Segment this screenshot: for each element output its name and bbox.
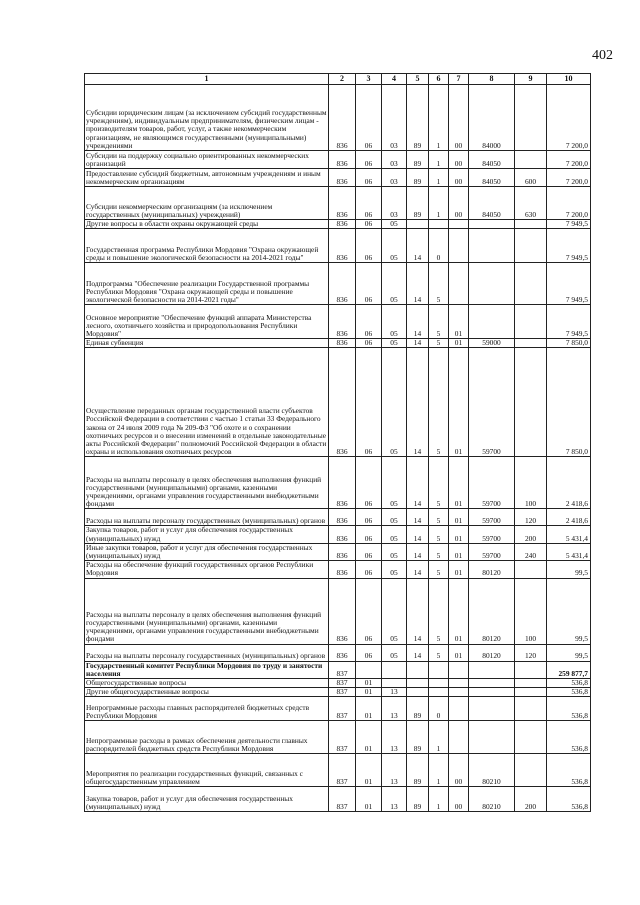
- cell-subsection: 05: [382, 526, 407, 543]
- cell-program: 89: [407, 787, 429, 812]
- cell-expense-type: [515, 151, 547, 169]
- cell-expense-type: 630: [515, 187, 547, 220]
- cell-subsection: 13: [382, 787, 407, 812]
- cell-program: 14: [407, 263, 429, 305]
- cell-activity: [449, 229, 469, 263]
- table-row: [85, 229, 591, 263]
- cell-amount: 536,8: [547, 679, 591, 688]
- cell-program: 14: [407, 305, 429, 339]
- table-row: [85, 151, 591, 169]
- cell-subprogram: 5: [429, 526, 449, 543]
- cell-expense-type: [515, 754, 547, 787]
- row-name: Мероприятия по реализации государственных функций, связанных с общегосударственным управлением: [85, 754, 329, 787]
- table-row: [85, 339, 591, 348]
- cell-expense-type: 100: [515, 578, 547, 644]
- cell-direction: [469, 721, 515, 754]
- cell-section: 06: [356, 543, 382, 560]
- col-header: 6: [429, 74, 449, 85]
- cell-activity: 00: [449, 85, 469, 151]
- cell-section: 06: [356, 509, 382, 526]
- cell-expense-type: [515, 679, 547, 688]
- cell-direction: [469, 679, 515, 688]
- cell-program: 89: [407, 187, 429, 220]
- cell-expense-type: 240: [515, 543, 547, 560]
- cell-section: 06: [356, 561, 382, 578]
- row-name: Закупка товаров, работ и услуг для обеспечения государственных (муниципальных) нужд: [85, 787, 329, 812]
- row-name: Непрограммные расходы главных распорядителей бюджетных средств Республики Мордовия: [85, 697, 329, 721]
- cell-ministry-code: 836: [329, 578, 356, 644]
- cell-subprogram: 1: [429, 169, 449, 187]
- cell-expense-type: 120: [515, 509, 547, 526]
- cell-section: 06: [356, 526, 382, 543]
- cell-program: 14: [407, 457, 429, 509]
- cell-program: [407, 661, 429, 678]
- cell-activity: 01: [449, 644, 469, 661]
- cell-program: 14: [407, 526, 429, 543]
- col-header: 5: [407, 74, 429, 85]
- cell-subprogram: 5: [429, 561, 449, 578]
- row-name: Государственный комитет Республики Мордовия по труду и занятости населения: [85, 661, 329, 678]
- cell-amount: 2 418,6: [547, 509, 591, 526]
- cell-amount: 7 850,0: [547, 339, 591, 348]
- cell-expense-type: [515, 305, 547, 339]
- row-name: Иные закупки товаров, работ и услуг для обеспечения государственных (муниципальных) нужд: [85, 543, 329, 560]
- row-name: Непрограммные расходы в рамках обеспечения деятельности главных распорядителей бюджетных средств Республики Мордовия: [85, 721, 329, 754]
- table-row: [85, 688, 591, 697]
- cell-section: 06: [356, 169, 382, 187]
- row-name: Общегосударственные вопросы: [85, 679, 329, 688]
- table-row: [85, 220, 591, 229]
- cell-program: 14: [407, 339, 429, 348]
- cell-amount: 259 877,7: [547, 661, 591, 678]
- cell-subsection: 03: [382, 85, 407, 151]
- cell-ministry-code: 836: [329, 187, 356, 220]
- cell-subsection: 13: [382, 697, 407, 721]
- page-number: 402: [592, 48, 613, 63]
- cell-amount: 536,8: [547, 721, 591, 754]
- cell-expense-type: 200: [515, 526, 547, 543]
- cell-direction: 80120: [469, 578, 515, 644]
- cell-subprogram: 5: [429, 457, 449, 509]
- row-name: Другие общегосударственные вопросы: [85, 688, 329, 697]
- table-row: [85, 526, 591, 543]
- row-name: Субсидии юридическим лицам (за исключением субсидий государственным учреждениям), индивидуальным предпринимателям, физическим лицам - производителям товаров, работ, услуг, а также некоммерческим организациям, не являющимся государственными (муниципальными) учреждениями: [85, 85, 329, 151]
- cell-expense-type: [515, 721, 547, 754]
- cell-direction: 59700: [469, 509, 515, 526]
- col-header: 2: [329, 74, 356, 85]
- cell-amount: 7 850,0: [547, 348, 591, 457]
- cell-ministry-code: 836: [329, 526, 356, 543]
- cell-direction: [469, 305, 515, 339]
- cell-amount: 99,5: [547, 578, 591, 644]
- cell-program: 14: [407, 644, 429, 661]
- col-header: 7: [449, 74, 469, 85]
- cell-ministry-code: 836: [329, 509, 356, 526]
- cell-expense-type: [515, 229, 547, 263]
- table-row: [85, 679, 591, 688]
- cell-program: 89: [407, 754, 429, 787]
- cell-subsection: 05: [382, 263, 407, 305]
- cell-subprogram: 5: [429, 305, 449, 339]
- cell-ministry-code: 836: [329, 457, 356, 509]
- col-header: 4: [382, 74, 407, 85]
- row-name: Государственная программа Республики Мордовия "Охрана окружающей среды и повышение экологической безопасности на 2014-2021 годы": [85, 229, 329, 263]
- cell-expense-type: [515, 85, 547, 151]
- cell-subprogram: 1: [429, 721, 449, 754]
- cell-amount: 5 431,4: [547, 526, 591, 543]
- cell-direction: [469, 263, 515, 305]
- table-row: [85, 787, 591, 812]
- table-row: [85, 348, 591, 457]
- cell-subsection: 05: [382, 220, 407, 229]
- table-row: [85, 543, 591, 560]
- cell-ministry-code: 836: [329, 348, 356, 457]
- cell-subprogram: 5: [429, 339, 449, 348]
- cell-program: 14: [407, 348, 429, 457]
- row-name: Подпрограмма "Обеспечение реализации Государственной программы Республики Мордовия "Охрана окружающей среды и повышение экологической безопасности на 2014-2021 годы": [85, 263, 329, 305]
- cell-expense-type: [515, 561, 547, 578]
- cell-direction: 80210: [469, 787, 515, 812]
- cell-section: 06: [356, 457, 382, 509]
- row-name: Единая субвенция: [85, 339, 329, 348]
- cell-direction: 84050: [469, 187, 515, 220]
- cell-subsection: 03: [382, 151, 407, 169]
- cell-subsection: 05: [382, 348, 407, 457]
- cell-amount: 7 949,5: [547, 263, 591, 305]
- cell-section: 06: [356, 151, 382, 169]
- cell-activity: 01: [449, 578, 469, 644]
- cell-expense-type: [515, 661, 547, 678]
- cell-activity: 01: [449, 543, 469, 560]
- row-name: Расходы на обеспечение функций государственных органов Республики Мордовия: [85, 561, 329, 578]
- cell-direction: 59700: [469, 457, 515, 509]
- cell-ministry-code: 837: [329, 661, 356, 678]
- row-name: Расходы на выплаты персоналу в целях обеспечения выполнения функций государственными (муниципальными) органами, казенными учреждениями, органами управления государственными внебюджетными фондами: [85, 457, 329, 509]
- cell-amount: 99,5: [547, 644, 591, 661]
- cell-section: 06: [356, 348, 382, 457]
- row-name: Субсидии на поддержку социально ориентированных некоммерческих организаций: [85, 151, 329, 169]
- cell-activity: 01: [449, 509, 469, 526]
- cell-subsection: 13: [382, 721, 407, 754]
- cell-subprogram: [429, 661, 449, 678]
- col-header: 3: [356, 74, 382, 85]
- cell-activity: 01: [449, 526, 469, 543]
- cell-activity: 01: [449, 561, 469, 578]
- cell-ministry-code: 836: [329, 543, 356, 560]
- row-name: Субсидии некоммерческим организациям (за исключением государственных (муниципальных) учреждений): [85, 187, 329, 220]
- cell-section: [356, 661, 382, 678]
- cell-subsection: 03: [382, 187, 407, 220]
- cell-ministry-code: 836: [329, 644, 356, 661]
- table-row: [85, 561, 591, 578]
- cell-subprogram: 5: [429, 578, 449, 644]
- header-row: [85, 74, 591, 85]
- cell-program: 14: [407, 509, 429, 526]
- cell-section: 01: [356, 721, 382, 754]
- cell-subprogram: 1: [429, 187, 449, 220]
- row-name: Расходы на выплаты персоналу государственных (муниципальных) органов: [85, 509, 329, 526]
- cell-direction: [469, 661, 515, 678]
- cell-section: 06: [356, 220, 382, 229]
- table-row: [85, 509, 591, 526]
- cell-subsection: 05: [382, 578, 407, 644]
- cell-direction: 59700: [469, 526, 515, 543]
- cell-amount: 536,8: [547, 697, 591, 721]
- cell-ministry-code: 836: [329, 169, 356, 187]
- col-header: 10: [547, 74, 591, 85]
- cell-section: 06: [356, 339, 382, 348]
- cell-amount: 536,8: [547, 754, 591, 787]
- cell-expense-type: 200: [515, 787, 547, 812]
- cell-ministry-code: 836: [329, 305, 356, 339]
- cell-ministry-code: 837: [329, 754, 356, 787]
- table-row: [85, 661, 591, 678]
- cell-subsection: 05: [382, 543, 407, 560]
- cell-section: 01: [356, 787, 382, 812]
- table-row: [85, 644, 591, 661]
- cell-section: 01: [356, 754, 382, 787]
- cell-activity: [449, 697, 469, 721]
- cell-direction: [469, 220, 515, 229]
- cell-subprogram: 1: [429, 754, 449, 787]
- cell-expense-type: 600: [515, 169, 547, 187]
- cell-amount: 7 200,0: [547, 85, 591, 151]
- cell-amount: 7 949,5: [547, 229, 591, 263]
- cell-expense-type: 120: [515, 644, 547, 661]
- table-row: [85, 263, 591, 305]
- cell-program: [407, 688, 429, 697]
- cell-amount: 536,8: [547, 688, 591, 697]
- cell-direction: [469, 697, 515, 721]
- cell-section: 06: [356, 305, 382, 339]
- cell-direction: 80210: [469, 754, 515, 787]
- cell-activity: [449, 679, 469, 688]
- table-row: [85, 721, 591, 754]
- table-row: [85, 754, 591, 787]
- cell-amount: 536,8: [547, 787, 591, 812]
- cell-direction: 84050: [469, 151, 515, 169]
- cell-activity: 00: [449, 187, 469, 220]
- cell-activity: 00: [449, 754, 469, 787]
- cell-subprogram: 5: [429, 644, 449, 661]
- cell-ministry-code: 836: [329, 151, 356, 169]
- cell-ministry-code: 837: [329, 697, 356, 721]
- row-name: Основное мероприятие "Обеспечение функций аппарата Министерства лесного, охотничьего хозяйства и природопользования Республики Мордовия": [85, 305, 329, 339]
- cell-activity: 01: [449, 339, 469, 348]
- cell-direction: 59700: [469, 543, 515, 560]
- cell-direction: 84050: [469, 169, 515, 187]
- col-header: 8: [469, 74, 515, 85]
- cell-subprogram: 1: [429, 85, 449, 151]
- cell-program: 89: [407, 721, 429, 754]
- cell-expense-type: [515, 697, 547, 721]
- cell-ministry-code: 837: [329, 679, 356, 688]
- cell-program: 89: [407, 697, 429, 721]
- cell-expense-type: 100: [515, 457, 547, 509]
- table-row: [85, 457, 591, 509]
- cell-ministry-code: 836: [329, 220, 356, 229]
- cell-subprogram: 5: [429, 509, 449, 526]
- cell-direction: [469, 688, 515, 697]
- cell-ministry-code: 836: [329, 561, 356, 578]
- table-row: [85, 697, 591, 721]
- cell-section: 06: [356, 263, 382, 305]
- cell-activity: 00: [449, 787, 469, 812]
- cell-subsection: 05: [382, 509, 407, 526]
- row-name: Предоставление субсидий бюджетным, автономным учреждениям и иным некоммерческим организациям: [85, 169, 329, 187]
- table-row: [85, 305, 591, 339]
- cell-section: 06: [356, 578, 382, 644]
- cell-ministry-code: 837: [329, 787, 356, 812]
- cell-activity: [449, 721, 469, 754]
- cell-activity: [449, 263, 469, 305]
- cell-section: 06: [356, 229, 382, 263]
- cell-direction: 59700: [469, 348, 515, 457]
- cell-amount: 7 200,0: [547, 187, 591, 220]
- cell-ministry-code: 836: [329, 339, 356, 348]
- cell-program: 89: [407, 85, 429, 151]
- cell-program: [407, 220, 429, 229]
- cell-program: 89: [407, 151, 429, 169]
- cell-amount: 99,5: [547, 561, 591, 578]
- row-name: Осуществление переданных органам государственной власти субъектов Российской Федерации в соответствии с частью 1 статьи 33 Федерального закона от 24 июля 2009 года № 209-ФЗ "Об охоте и о сохранении охотничьих ресурсов и о внесении изменений в отдельные законодательные акты Российской Федерации" полномочий Российской Федерации в области охраны и использования охотничьих ресурсов: [85, 348, 329, 457]
- cell-subsection: 05: [382, 229, 407, 263]
- cell-ministry-code: 836: [329, 263, 356, 305]
- cell-expense-type: [515, 348, 547, 457]
- cell-subsection: 13: [382, 754, 407, 787]
- cell-subprogram: [429, 220, 449, 229]
- cell-subprogram: 1: [429, 151, 449, 169]
- row-name: Расходы на выплаты персоналу в целях обеспечения выполнения функций государственными (муниципальными) органами, казенными учреждениями, органами управления государственными внебюджетными фондами: [85, 578, 329, 644]
- cell-activity: 00: [449, 169, 469, 187]
- cell-activity: 01: [449, 305, 469, 339]
- cell-subprogram: 5: [429, 348, 449, 457]
- cell-ministry-code: 837: [329, 688, 356, 697]
- cell-program: 14: [407, 543, 429, 560]
- cell-subsection: 05: [382, 339, 407, 348]
- cell-subsection: 05: [382, 457, 407, 509]
- col-header: 9: [515, 74, 547, 85]
- cell-program: [407, 679, 429, 688]
- cell-expense-type: [515, 688, 547, 697]
- cell-section: 01: [356, 697, 382, 721]
- cell-expense-type: [515, 339, 547, 348]
- cell-ministry-code: 836: [329, 229, 356, 263]
- cell-subsection: [382, 679, 407, 688]
- cell-direction: 80120: [469, 561, 515, 578]
- cell-subsection: [382, 661, 407, 678]
- cell-amount: 2 418,6: [547, 457, 591, 509]
- cell-direction: 59000: [469, 339, 515, 348]
- cell-activity: 00: [449, 151, 469, 169]
- cell-subprogram: [429, 688, 449, 697]
- row-name: Закупка товаров, работ и услуг для обеспечения государственных (муниципальных) нужд: [85, 526, 329, 543]
- cell-subsection: 03: [382, 169, 407, 187]
- cell-activity: 01: [449, 457, 469, 509]
- cell-amount: 5 431,4: [547, 543, 591, 560]
- cell-subsection: 05: [382, 644, 407, 661]
- cell-subprogram: 0: [429, 229, 449, 263]
- budget-table: [84, 73, 591, 812]
- cell-subsection: 13: [382, 688, 407, 697]
- cell-ministry-code: 836: [329, 85, 356, 151]
- cell-activity: [449, 688, 469, 697]
- table-row: [85, 169, 591, 187]
- cell-subprogram: [429, 679, 449, 688]
- cell-expense-type: [515, 263, 547, 305]
- cell-direction: 84000: [469, 85, 515, 151]
- cell-section: 06: [356, 644, 382, 661]
- row-name: Расходы на выплаты персоналу государственных (муниципальных) органов: [85, 644, 329, 661]
- cell-section: 06: [356, 187, 382, 220]
- cell-activity: 01: [449, 348, 469, 457]
- cell-program: 14: [407, 578, 429, 644]
- cell-subprogram: 0: [429, 697, 449, 721]
- cell-amount: 7 949,5: [547, 220, 591, 229]
- cell-subsection: 05: [382, 561, 407, 578]
- cell-program: 14: [407, 229, 429, 263]
- col-header: 1: [85, 74, 329, 85]
- row-name: Другие вопросы в области охраны окружающей среды: [85, 220, 329, 229]
- cell-activity: [449, 661, 469, 678]
- cell-program: 14: [407, 561, 429, 578]
- cell-direction: [469, 229, 515, 263]
- cell-amount: 7 200,0: [547, 169, 591, 187]
- cell-section: 06: [356, 85, 382, 151]
- cell-ministry-code: 837: [329, 721, 356, 754]
- cell-section: 01: [356, 688, 382, 697]
- cell-expense-type: [515, 220, 547, 229]
- cell-subsection: 05: [382, 305, 407, 339]
- cell-subprogram: 1: [429, 787, 449, 812]
- cell-direction: 80120: [469, 644, 515, 661]
- table-row: [85, 578, 591, 644]
- table-row: [85, 187, 591, 220]
- cell-subprogram: 5: [429, 543, 449, 560]
- cell-subprogram: 5: [429, 263, 449, 305]
- cell-activity: [449, 220, 469, 229]
- cell-amount: 7 200,0: [547, 151, 591, 169]
- cell-section: 01: [356, 679, 382, 688]
- cell-amount: 7 949,5: [547, 305, 591, 339]
- cell-program: 89: [407, 169, 429, 187]
- table-row: [85, 85, 591, 151]
